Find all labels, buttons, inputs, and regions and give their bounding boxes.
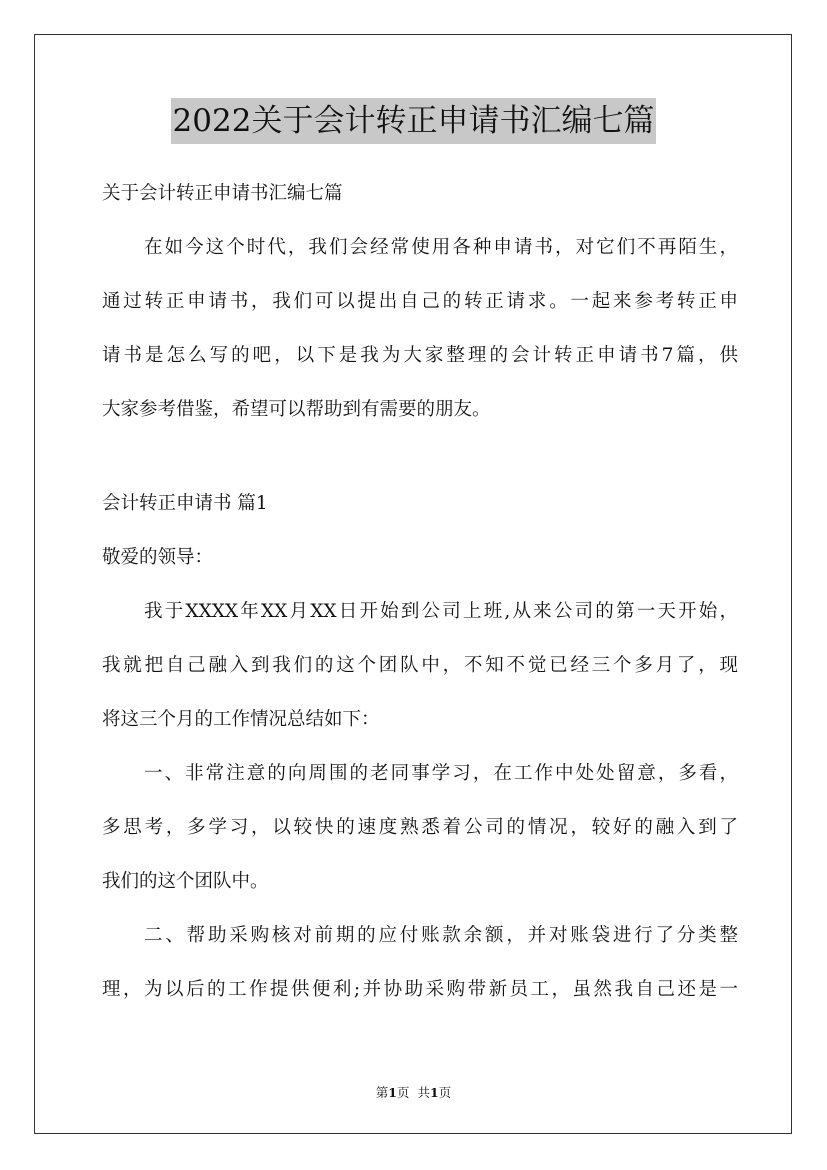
intro-line: 通过转正申请书，我们可以提出自己的转正请求。一起来参考转正申 (102, 291, 738, 312)
page-label-suffix: 页 (397, 1085, 410, 1100)
document-body (102, 172, 738, 1012)
section-heading: 会计转正申请书 篇1 (102, 493, 268, 514)
page-footer (0, 1083, 827, 1101)
document-title: 2022关于会计转正申请书汇编七篇 (171, 98, 657, 144)
page-number: 1 (388, 1085, 397, 1100)
paragraph-line: 多思考，多学习，以较快的速度熟悉着公司的情况，较好的融入到了 (102, 817, 738, 838)
intro-line: 大家参考借鉴，希望可以帮助到有需要的朋友。 (102, 399, 491, 420)
document-subtitle: 关于会计转正申请书汇编七篇 (102, 183, 343, 204)
paragraph-line: 我于XXXX年XX月XX日开始到公司上班,从来公司的第一天开始， (144, 601, 738, 622)
page-label-prefix: 第 (375, 1085, 389, 1100)
paragraph-line: 我们的这个团队中。 (102, 871, 269, 892)
paragraph-line: 理，为以后的工作提供便利;并协助采购带新员工，虽然我自己还是一 (102, 979, 738, 1000)
paragraph-line: 将这三个月的工作情况总结如下： (102, 709, 380, 730)
intro-line: 在如今这个时代，我们会经常使用各种申请书，对它们不再陌生， (144, 237, 738, 258)
paragraph-line: 一、非常注意的向周围的老同事学习，在工作中处处留意，多看， (144, 763, 738, 784)
total-label-suffix: 页 (438, 1085, 452, 1100)
total-label-prefix: 共 (417, 1085, 430, 1100)
intro-line: 请书是怎么写的吧，以下是我为大家整理的会计转正申请书7篇，供 (102, 345, 738, 366)
paragraph-line: 我就把自己融入到我们的这个团队中，不知不觉已经三个多月了，现 (102, 655, 738, 676)
paragraph-line: 二、帮助采购核对前期的应付账款余额，并对账袋进行了分类整 (144, 925, 738, 946)
total-pages: 1 (429, 1085, 439, 1100)
document-title-block (0, 98, 827, 144)
salutation: 敬爱的领导： (102, 547, 214, 568)
